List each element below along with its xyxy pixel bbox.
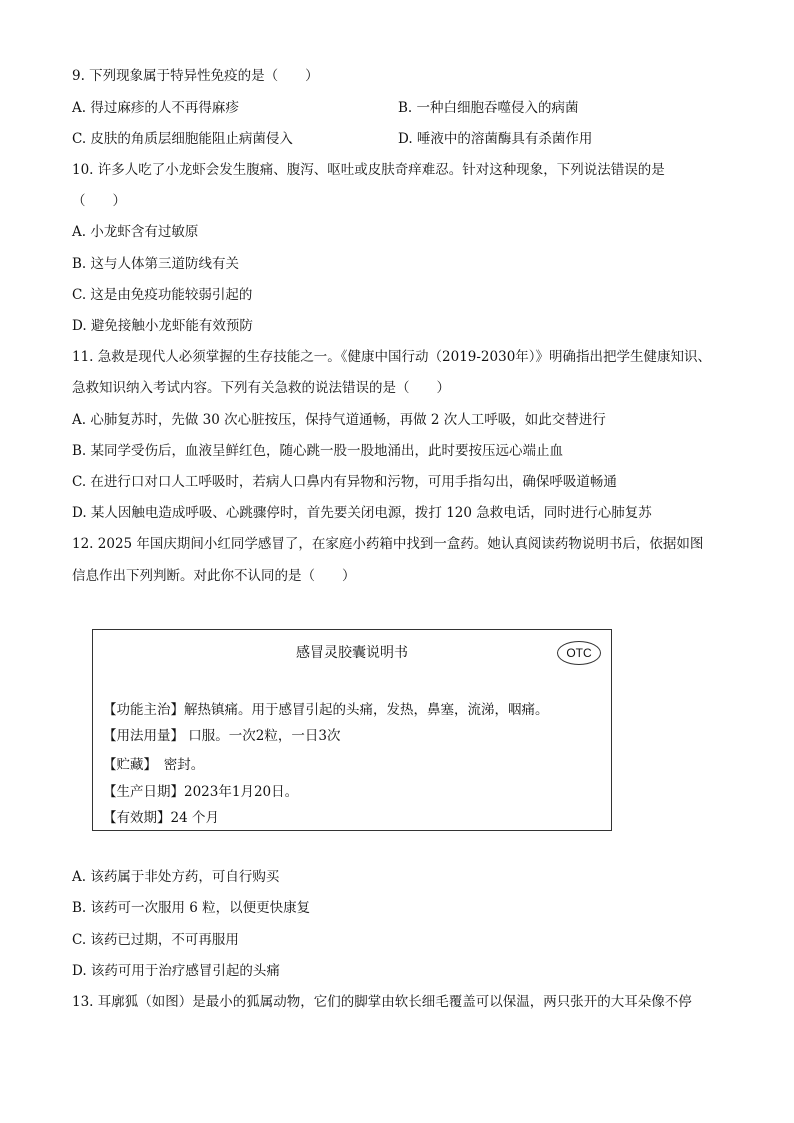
leaflet-production-date: 【生产日期】2023年1月20日。 (103, 784, 299, 800)
question-11-stem-line2: 急救知识纳入考试内容。下列有关急救的说法错误的是（ ） (72, 380, 450, 396)
leaflet-title: 感冒灵胶囊说明书 (296, 645, 408, 661)
question-11-option-b: B. 某同学受伤后，血液呈鲜红色，随心跳一股一股地涌出，此时要按压远心端止血 (72, 443, 564, 459)
question-11-option-a: A. 心肺复苏时，先做 30 次心脏按压，保持气道通畅，再做 2 次人工呼吸，如此交替进行 (72, 412, 606, 428)
question-10-stem-line2: （ ） (72, 193, 126, 209)
question-10-option-d: D. 避免接触小龙虾能有效预防 (72, 318, 253, 334)
question-11-option-d: D. 某人因触电造成呼吸、心跳骤停时，首先要关闭电源，拨打 120 急救电话，同时进行心肺复苏 (72, 505, 652, 521)
leaflet-expiry: 【有效期】24 个月 (103, 810, 219, 826)
question-10-option-a: A. 小龙虾含有过敏原 (72, 224, 199, 240)
leaflet-storage: 【贮藏】 密封。 (103, 757, 205, 773)
question-12-stem-line1: 12. 2025 年国庆期间小红同学感冒了，在家庭小药箱中找到一盒药。她认真阅读药物说明书后，依据如图 (72, 536, 704, 552)
leaflet-dosage: 【用法用量】 口服。一次2粒，一日3次 (103, 728, 341, 744)
question-10-option-c: C. 这是由免疫功能较弱引起的 (72, 287, 253, 303)
question-9-option-d: D. 唾液中的溶菌酶具有杀菌作用 (398, 131, 593, 147)
question-13-stem-line1: 13. 耳廓狐（如图）是最小的狐属动物，它们的脚掌由软长细毛覆盖可以保温，两只张开的大耳朵像不停 (72, 994, 692, 1010)
question-11-option-c: C. 在进行口对口人工呼吸时，若病人口鼻内有异物和污物，可用手指勾出，确保呼吸道畅通 (72, 474, 617, 490)
medicine-leaflet (92, 629, 612, 831)
question-9-stem: 9. 下列现象属于特异性免疫的是（ ） (72, 68, 319, 84)
question-12-option-a: A. 该药属于非处方药，可自行购买 (72, 869, 280, 885)
leaflet-indications: 【功能主治】解热镇痛。用于感冒引起的头痛，发热，鼻塞，流涕，咽痛。 (103, 702, 549, 718)
question-12-option-d: D. 该药可用于治疗感冒引起的头痛 (72, 963, 280, 979)
question-12-stem-line2: 信息作出下列判断。对此你不认同的是（ ） (72, 568, 356, 584)
question-12-option-c: C. 该药已过期，不可再服用 (72, 932, 239, 948)
question-12-option-b: B. 该药可一次服用 6 粒，以便更快康复 (72, 900, 311, 916)
question-9-option-b: B. 一种白细胞吞噬侵入的病菌 (398, 100, 579, 116)
question-10-option-b: B. 这与人体第三道防线有关 (72, 256, 240, 272)
question-9-option-a: A. 得过麻疹的人不再得麻疹 (72, 100, 239, 116)
question-9-option-c: C. 皮肤的角质层细胞能阻止病菌侵入 (72, 131, 293, 147)
question-10-stem-line1: 10. 许多人吃了小龙虾会发生腹痛、腹泻、呕吐或皮肤奇痒难忍。针对这种现象，下列说法错误的是 (72, 162, 665, 178)
question-11-stem-line1: 11. 急救是现代人必须掌握的生存技能之一。《健康中国行动（2019-2030年）》明确指出把学生健康知识、 (72, 349, 712, 365)
otc-badge: OTC (557, 641, 601, 665)
